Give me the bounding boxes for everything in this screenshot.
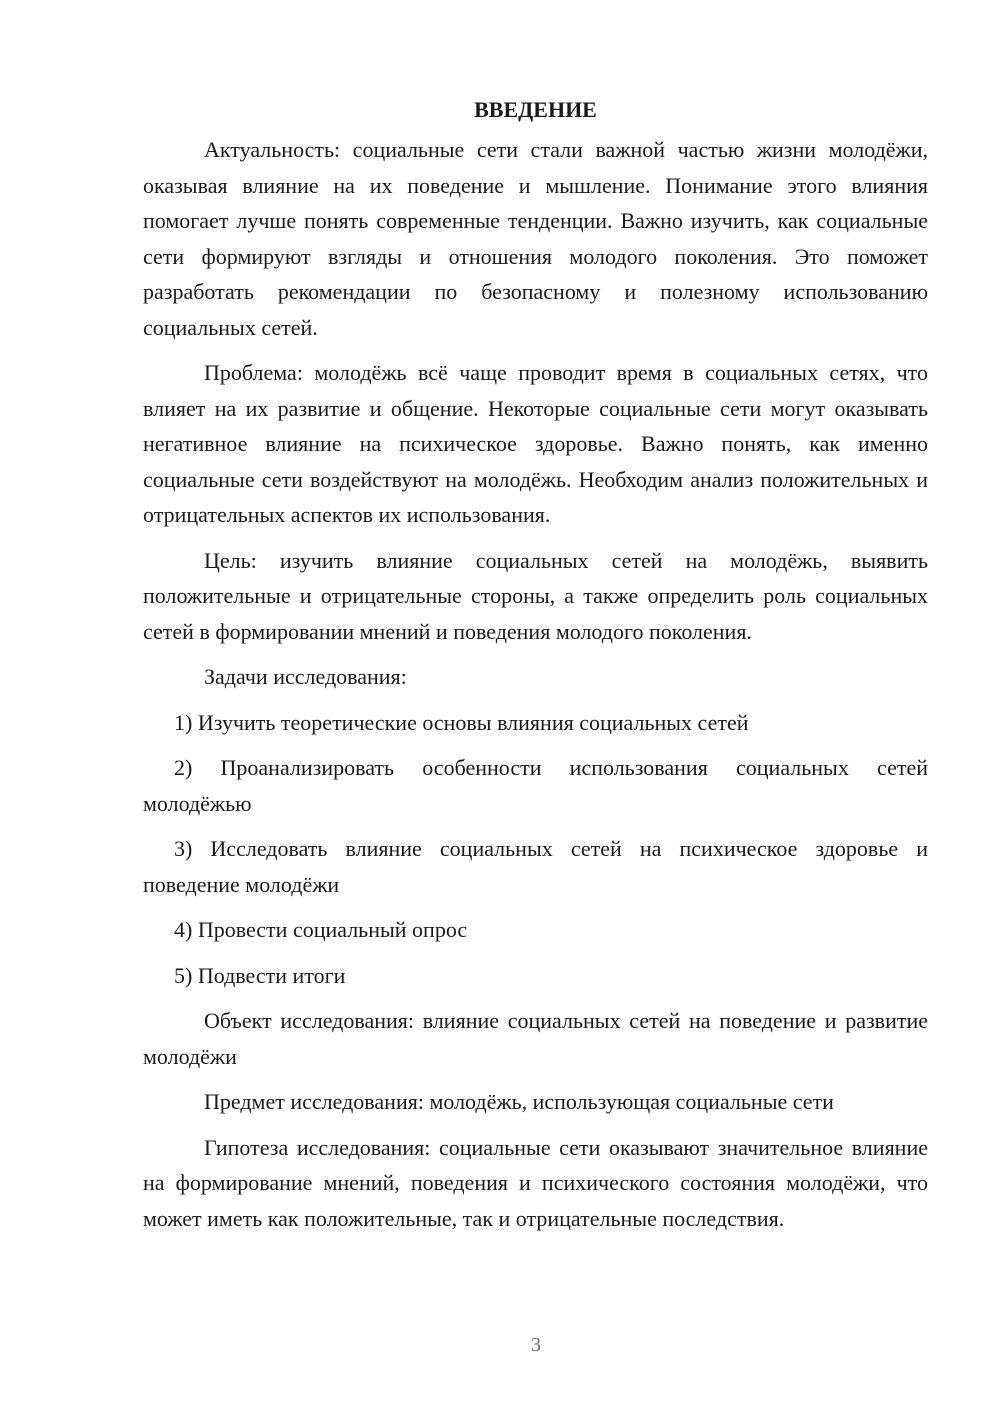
relevance-paragraph: Актуальность: социальные сети стали важной частью жизни молодёжи, оказывая влияние на их поведение и мышление. Понимание этого влияния помогает лучше понять современные тенденции. Важно изучить, как социальные сети формируют взгляды и отношения молодого поколения. Это поможет разработать рекомендации по безопасному и полезному использованию социальных сетей. (143, 137, 928, 340)
subject-paragraph: Предмет исследования: молодёжь, использующая социальные сети (204, 1089, 834, 1114)
task-item-3: 3) Исследовать влияние социальных сетей на психическое здоровье и поведение молодёжи (143, 836, 928, 897)
hypothesis-paragraph: Гипотеза исследования: социальные сети оказывают значительное влияние на формирование мнений, поведения и психического состояния молодёжи, что может иметь как положительные, так и отрицательные последствия. (143, 1134, 928, 1231)
problem-paragraph: Проблема: молодёжь всё чаще проводит время в социальных сетях, что влияет на их развитие и общение. Некоторые социальные сети могут оказывать негативное влияние на психическое здоровье. Важно понять, как именно социальные сети воздействуют на молодёжь. Необходим анализ положительных и отрицательных аспектов их использования. (143, 360, 928, 527)
document-page (143, 92, 928, 1246)
page-title: ВВЕДЕНИЕ (474, 97, 597, 122)
task-item-2: 2) Проанализировать особенности использования социальных сетей молодёжью (143, 755, 928, 816)
task-item-4: 4) Провести социальный опрос (174, 917, 468, 942)
goal-paragraph: Цель: изучить влияние социальных сетей на молодёжь, выявить положительные и отрицательные стороны, а также определить роль социальных сетей в формировании мнений и поведения молодого поколения. (143, 547, 928, 644)
page-number: 3 (531, 1334, 541, 1356)
task-item-1: 1) Изучить теоретические основы влияния социальных сетей (174, 709, 749, 735)
object-paragraph: Объект исследования: влияние социальных сетей на поведение и развитие молодёжи (143, 1008, 928, 1069)
task-item-5: 5) Подвести итоги (174, 962, 346, 988)
tasks-heading: Задачи исследования: (204, 664, 407, 689)
